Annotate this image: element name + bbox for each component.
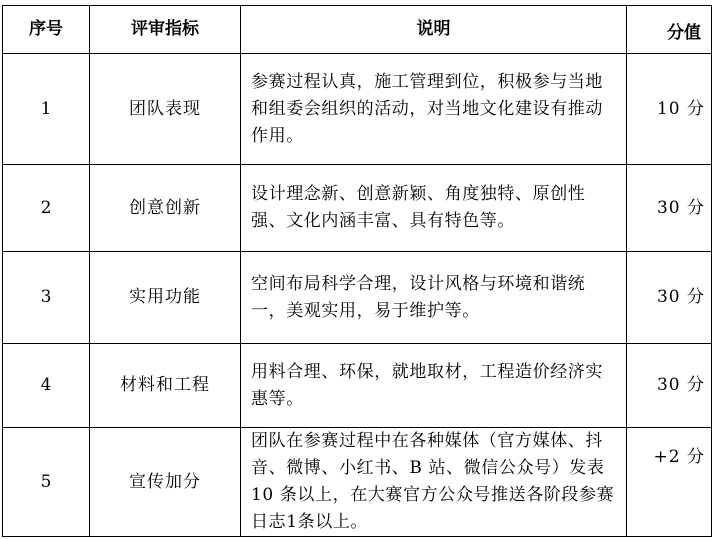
table-row — [3, 165, 712, 252]
table-row — [3, 54, 712, 165]
row-description: 团队在参赛过程中在各种媒体（官方媒体、抖音、微博、小红书、B 站、微信公众号）发表 10 条以上，在大赛官方公众号推送各阶段参赛日志1条以上。 — [241, 428, 627, 537]
header-score: 分值 — [627, 6, 712, 54]
row-index: 5 — [3, 428, 90, 537]
table-row — [3, 252, 712, 344]
row-score: +2 分 — [627, 428, 712, 537]
row-score: 30 分 — [627, 252, 712, 344]
row-criteria: 材料和工程 — [90, 344, 241, 428]
table-row — [3, 428, 712, 537]
table-row — [3, 344, 712, 428]
row-criteria: 团队表现 — [90, 54, 241, 165]
header-criteria: 评审指标 — [90, 6, 241, 54]
row-criteria: 宣传加分 — [90, 428, 241, 537]
row-score: 30 分 — [627, 344, 712, 428]
table-header-row — [3, 6, 712, 54]
row-index: 1 — [3, 54, 90, 165]
row-index: 4 — [3, 344, 90, 428]
header-index: 序号 — [3, 6, 90, 54]
row-description: 空间布局科学合理，设计风格与环境和谐统一，美观实用，易于维护等。 — [241, 252, 627, 344]
row-criteria: 创意创新 — [90, 165, 241, 252]
header-description: 说明 — [241, 6, 627, 54]
row-description: 用料合理、环保，就地取材，工程造价经济实惠等。 — [241, 344, 627, 428]
scoring-criteria-table — [2, 5, 712, 537]
row-index: 3 — [3, 252, 90, 344]
row-description: 参赛过程认真，施工管理到位，积极参与当地和组委会组织的活动，对当地文化建设有推动作用。 — [241, 54, 627, 165]
row-score: 10 分 — [627, 54, 712, 165]
row-index: 2 — [3, 165, 90, 252]
row-description: 设计理念新、创意新颖、角度独特、原创性强、文化内涵丰富、具有特色等。 — [241, 165, 627, 252]
row-criteria: 实用功能 — [90, 252, 241, 344]
row-score: 30 分 — [627, 165, 712, 252]
